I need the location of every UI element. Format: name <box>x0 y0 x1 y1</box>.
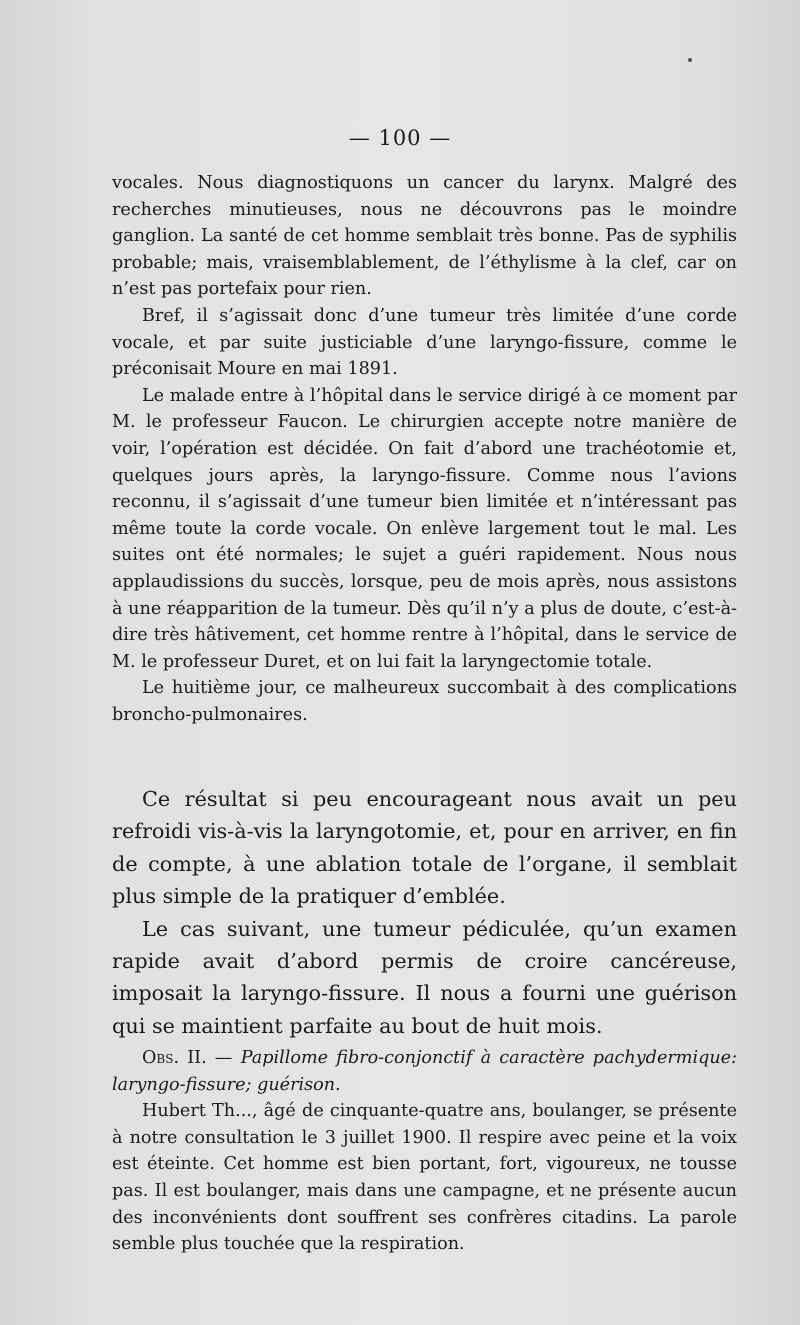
ink-speck <box>688 58 692 62</box>
observation-label: Obs. II. <box>142 1048 207 1068</box>
observation-title: — Papillome fibro-conjonctif à caractère pachydermique: laryngo-fissure; guérison. <box>112 1048 738 1095</box>
paragraph: Le huitième jour, ce malheureux succombait à des complications broncho-pulmonaires. <box>112 678 737 725</box>
page-number: — 100 — <box>348 126 452 150</box>
observation-heading <box>112 1045 737 1098</box>
paragraph: Le malade entre à l’hôpital dans le service dirigé à ce moment par M. le professeur Faucon. Le chirurgien accepte notre manière de voir, l’opération est décidée. On fait d’abord une trachéotomie et, quelques jours après, la laryngo-fissure. Comme nous l’avions reconnu, il s’agissait d’une tumeur bien limitée et n’intéressant pas même toute la corde vocale. On enlève largement tout le mal. Les suites ont été normales; le sujet a guéri rapidement. Nous nous applaudissions du succès, lorsque, peu de mois après, nous assistons à une réapparition de la tumeur. Dès qu’il n’y a plus de doute, c’est-à-dire très hâtivement, cet homme rentre à l’hôpital, dans le service de M. le professeur Duret, et on lui fait la laryngectomie totale. <box>112 385 737 672</box>
paragraph: Le cas suivant, une tumeur pédiculée, qu’un examen rapide avait d’abord permis de croire cancéreuse, imposait la laryngo-fissure. Il nous a fourni une guérison qui se maintient parfaite au bout de huit mois. <box>112 916 737 1038</box>
paragraph: vocales. Nous diagnostiquons un cancer du larynx. Malgré des recherches minutieuses, nous ne découvrons pas le moindre ganglion. La santé de cet homme semblait très bonne. Pas de syphilis probable; mais, vraisemblablement, de l’éthylisme à la clef, car on n’est pas portefaix pour rien. <box>112 173 737 300</box>
paragraph: Hubert Th..., âgé de cinquante-quatre ans, boulanger, se présente à notre consultation le 3 juillet 1900. Il respire avec peine et la voix est éteinte. Cet homme est bien portant, fort, vigoureux, ne tousse pas. Il est boulanger, mais dans une campagne, et ne présente aucun des inconvénients dont souffrent ses confrères citadins. La parole semble plus touchée que la respiration. <box>112 1101 737 1255</box>
case-narrative <box>112 170 737 728</box>
paragraph: Ce résultat si peu encourageant nous avait un peu refroidi vis-à-vis la laryngotomie, et, pour en arriver, en fin de compte, à une ablation totale de l’organe, il semblait plus simple de la pratiquer d’emblée. <box>112 787 737 909</box>
paragraph: Bref, il s’agissait donc d’une tumeur très limitée d’une corde vocale, et par suite justiciable d’une laryngo-fissure, comme le préconisait Moure en mai 1891. <box>112 305 737 380</box>
observation-section <box>112 1045 737 1258</box>
commentary <box>112 783 737 1042</box>
